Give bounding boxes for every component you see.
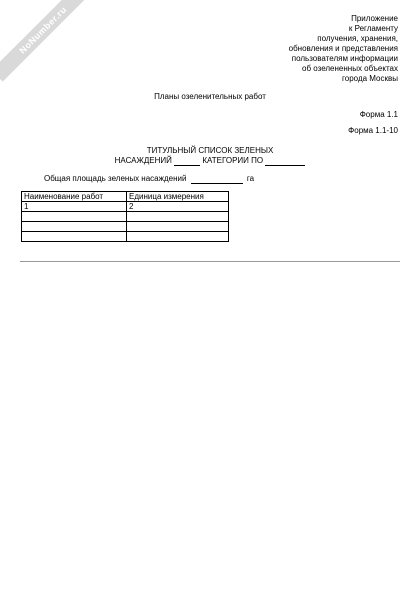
table-header-row [22, 192, 229, 202]
table-header-cell: Единица измерения [127, 192, 229, 202]
appendix-line: об озелененных объектах [302, 64, 398, 73]
area-blank [191, 175, 243, 184]
appendix-line: города Москвы [342, 74, 398, 83]
total-area-line [44, 174, 254, 184]
category-value-blank [265, 157, 305, 166]
table-row [22, 222, 229, 232]
appendix-line: к Регламенту [348, 24, 398, 33]
form-sub-number: Форма 1.1-10 [348, 126, 398, 135]
table-cell [22, 222, 127, 232]
works-table [21, 191, 229, 242]
table-cell: 2 [127, 202, 229, 212]
table-cell [22, 212, 127, 222]
table-row [22, 232, 229, 242]
table-cell [22, 232, 127, 242]
area-label: Общая площадь зеленых насаждений [44, 174, 187, 183]
appendix-line: Приложение [351, 14, 398, 23]
area-unit: га [246, 174, 255, 183]
heading-line-2 [0, 156, 420, 166]
appendix-line: получения, хранения, [317, 34, 398, 43]
appendix-block [198, 14, 398, 84]
page-divider [20, 261, 400, 262]
table-cell [127, 212, 229, 222]
table-cell [127, 232, 229, 242]
table-row [22, 202, 229, 212]
table-header-cell: Наименование работ [22, 192, 127, 202]
form-number: Форма 1.1 [359, 110, 398, 119]
table-row [22, 212, 229, 222]
document-title: Планы озеленительных работ [154, 92, 266, 101]
table-cell: 1 [22, 202, 127, 212]
table-cell [127, 222, 229, 232]
section-heading [0, 146, 420, 166]
watermark-ribbon: NoNumber.ru [0, 0, 95, 82]
appendix-line: обновления и представления [288, 44, 398, 53]
category-blank [174, 157, 200, 166]
heading-part-b: КАТЕГОРИИ ПО [202, 156, 264, 165]
heading-line-1: ТИТУЛЬНЫЙ СПИСОК ЗЕЛЕНЫХ [146, 146, 274, 155]
appendix-line: пользователям информации [291, 54, 398, 63]
heading-part-a: НАСАЖДЕНИЙ [114, 156, 172, 165]
